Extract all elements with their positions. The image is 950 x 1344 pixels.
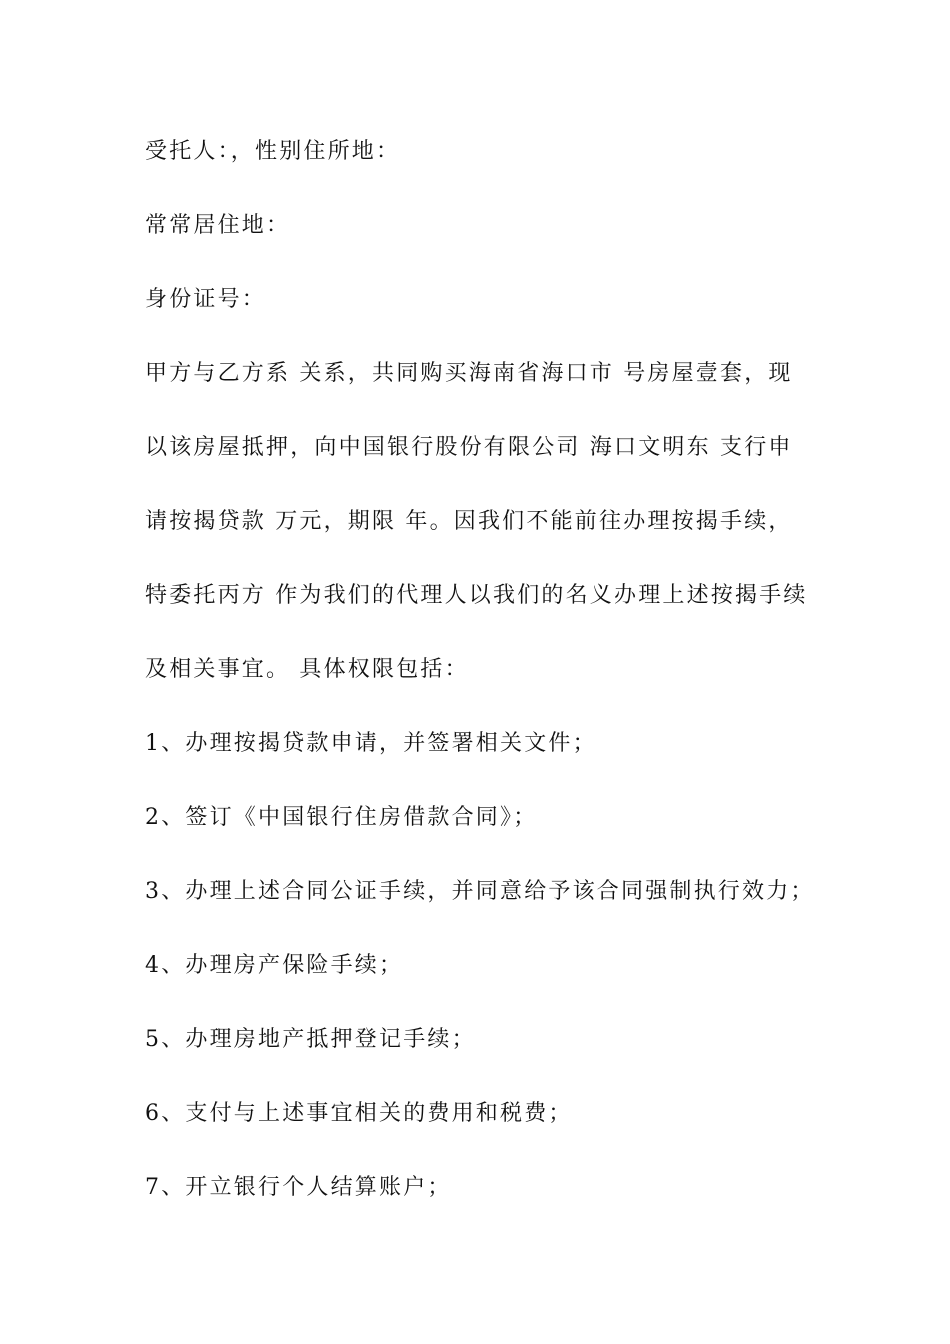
- list-item-3: 3、办理上述合同公证手续，并同意给予该合同强制执行效力；: [145, 879, 815, 904]
- id-number-line: 身份证号：: [145, 287, 267, 312]
- list-item-5: 5、办理房地产抵押登记手续；: [145, 1027, 476, 1052]
- paragraph-line-5: 及相关事宜。 具体权限包括：: [145, 657, 469, 682]
- list-item-4: 4、办理房产保险手续；: [145, 953, 404, 978]
- list-item-6: 6、支付与上述事宜相关的费用和税费；: [145, 1101, 573, 1126]
- paragraph-line-1: 甲方与乙方系 关系，共同购买海南省海口市 号房屋壹套，现: [145, 361, 793, 386]
- list-item-7: 7、开立银行个人结算账户；: [145, 1175, 452, 1200]
- paragraph-line-2: 以该房屋抵押，向中国银行股份有限公司 海口文明东 支行申: [145, 435, 793, 460]
- list-item-2: 2、签订《中国银行住房借款合同》；: [145, 805, 538, 830]
- paragraph-line-4: 特委托丙方 作为我们的代理人以我们的名义办理上述按揭手续: [145, 583, 808, 608]
- trustee-line: 受托人：，性别住所地：: [145, 139, 401, 164]
- list-item-1: 1、办理按揭贷款申请，并签署相关文件；: [145, 731, 597, 756]
- paragraph-line-3: 请按揭贷款 万元，期限 年。因我们不能前往办理按揭手续，: [145, 509, 793, 534]
- residence-line: 常常居住地：: [145, 213, 291, 238]
